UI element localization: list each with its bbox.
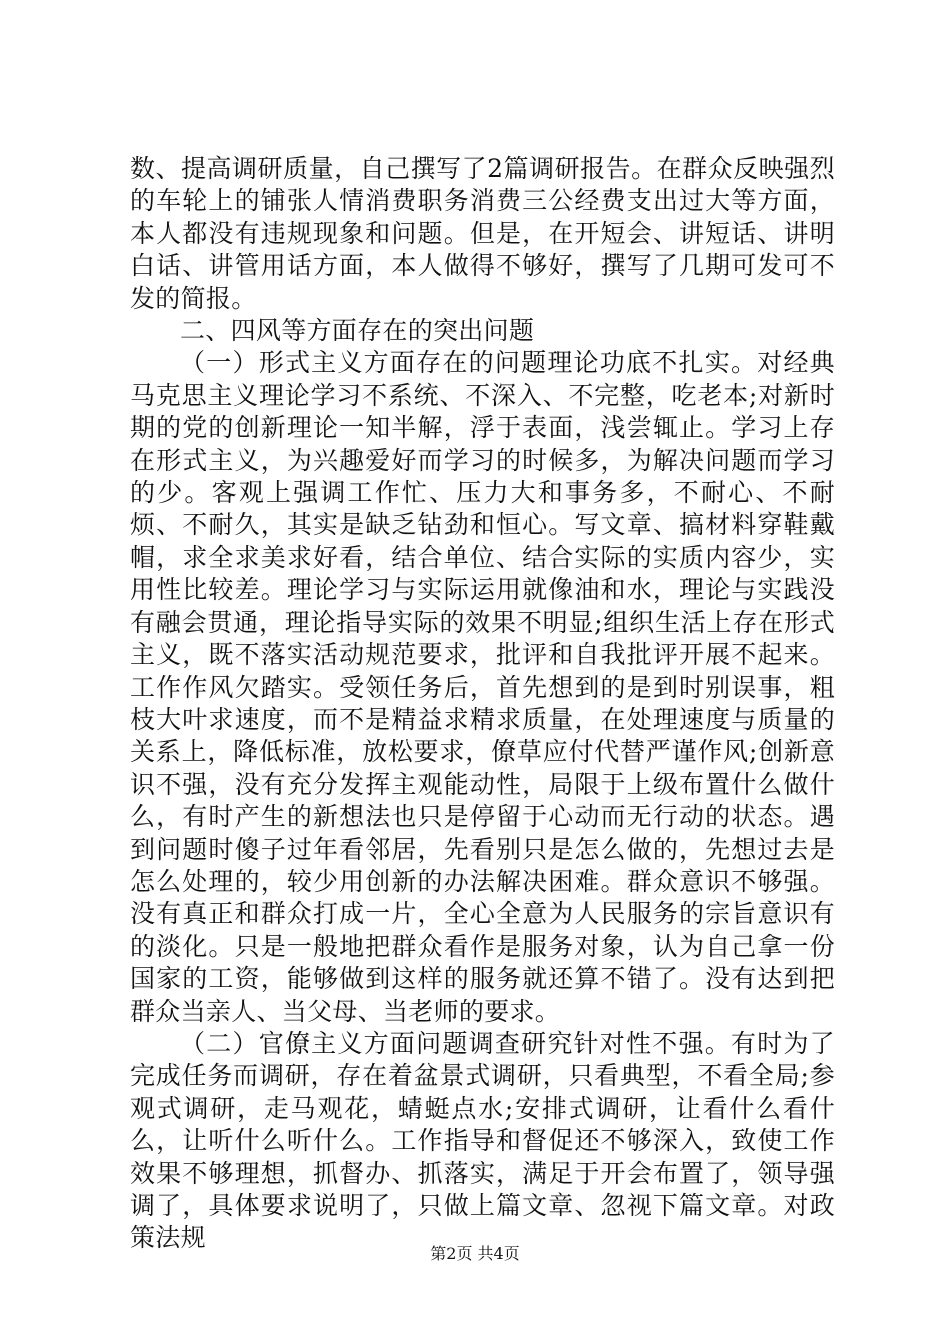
paragraph-bureaucratism: （二）官僚主义方面问题调查研究针对性不强。有时为了完成任务而调研，存在着盆景式调研，只看典型，不看全局;参观式调研，走马观花，蜻蜓点水;安排式调研，让看什么看什么，让听什么听什么。工作指导和督促还不够深入，致使工作效果不够理想，抓督办、抓落实，满足于开会布置了，领导强调了，具体要求说明了，只做上篇文章、忽视下篇文章。对政策法规	[130, 1028, 835, 1253]
paragraph-continuation: 数、提高调研质量，自己撰写了2篇调研报告。在群众反映强烈的车轮上的铺张人情消费职务消费三公经费支出过大等方面，本人都没有违规现象和问题。但是，在开短会、讲短话、讲明白话、讲管用话方面，本人做得不够好，撰写了几期可发可不发的简报。	[130, 154, 835, 313]
page-number-footer: 第2页 共4页	[430, 1244, 520, 1263]
document-body	[130, 153, 835, 1255]
paragraph-formalism: （一）形式主义方面存在的问题理论功底不扎实。对经典马克思主义理论学习不系统、不深入、不完整，吃老本;对新时期的党的创新理论一知半解，浮于表面，浅尝辄止。学习上存在形式主义，为兴趣爱好而学习的时候多，为解决问题而学习的少。客观上强调工作忙、压力大和事务多，不耐心、不耐烦、不耐久，其实是缺乏钻劲和恒心。写文章、搞材料穿鞋戴帽，求全求美求好看，结合单位、结合实际的实质内容少，实用性比较差。理论学习与实际运用就像油和水，理论与实践没有融会贯通，理论指导实际的效果不明显;组织生活上存在形式主义，既不落实活动规范要求，批评和自我批评开展不起来。工作作风欠踏实。受领任务后，首先想到的是到时别误事，粗枝大叶求速度，而不是精益求精求质量，在处理速度与质量的关系上，降低标准，放松要求，僚草应付代替严谨作风;创新意识不强，没有充分发挥主观能动性，局限于上级布置什么做什么，有时产生的新想法也只是停留于心动而无行动的状态。遇到问题时傻子过年看邻居，先看别只是怎么做的，先想过去是怎么处理的，较少用创新的办法解决困难。群众意识不够强。没有真正和群众打成一片，全心全意为人民服务的宗旨意识有的淡化。只是一般地把群众看作是服务对象，认为自己拿一份国家的工资，能够做到这样的服务就还算不错了。没有达到把群众当亲人、当父母、当老师的要求。	[130, 348, 835, 1026]
section-heading-two: 二、四风等方面存在的突出问题	[180, 316, 535, 346]
